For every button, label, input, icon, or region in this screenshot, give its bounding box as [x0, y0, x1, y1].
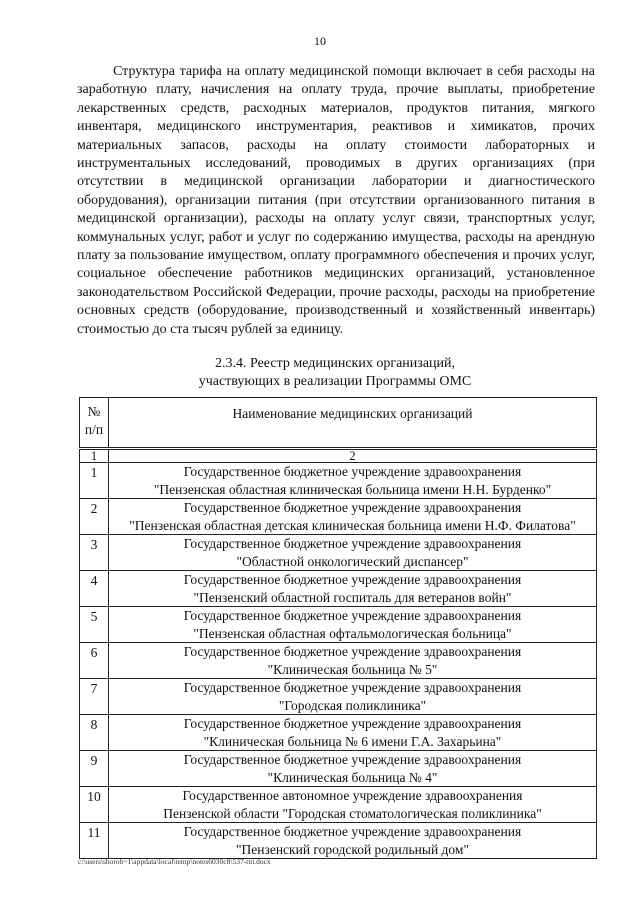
organization-name-line-1: Государственное автономное учреждение здравоохранения [182, 788, 523, 803]
table-row [80, 751, 597, 787]
table-row [80, 643, 597, 679]
table-row [80, 535, 597, 571]
organization-name [109, 787, 597, 823]
table-row [80, 787, 597, 823]
row-number: 5 [80, 607, 109, 643]
column-number-1: 1 [80, 449, 109, 463]
table-header-row [80, 398, 597, 449]
organization-name [109, 643, 597, 679]
registry-table [79, 397, 597, 859]
column-number-2: 2 [109, 449, 597, 463]
row-number: 3 [80, 535, 109, 571]
header-organization-name: Наименование медицинских организаций [109, 398, 597, 449]
organization-name-line-2: "Клиническая больница № 6 имени Г.А. Захарьина" [203, 733, 502, 749]
organization-name-line-2: "Клиническая больница № 4" [267, 769, 438, 785]
organization-name [109, 823, 597, 859]
organization-name-line-1: Государственное бюджетное учреждение здравоохранения [183, 716, 522, 731]
table-row [80, 463, 597, 499]
organization-name-line-2: "Областной онкологический диспансер" [236, 553, 469, 569]
organization-name [109, 715, 597, 751]
organization-name-line-2: "Пензенский областной госпиталь для ветеранов войн" [193, 589, 512, 605]
organization-name-line-1: Государственное бюджетное учреждение здравоохранения [183, 500, 522, 515]
organization-name-line-1: Государственное бюджетное учреждение здравоохранения [183, 752, 522, 767]
organization-name-line-2: "Пензенская областная офтальмологическая больница" [193, 625, 512, 641]
row-number: 2 [80, 499, 109, 535]
row-number: 1 [80, 463, 109, 499]
row-number: 6 [80, 643, 109, 679]
table-row [80, 823, 597, 859]
organization-name [109, 571, 597, 607]
organization-name-line-2: "Пензенская областная детская клиническая больница имени Н.Ф. Филатова" [129, 517, 576, 533]
row-number: 9 [80, 751, 109, 787]
organization-name-line-1: Государственное бюджетное учреждение здравоохранения [183, 608, 522, 623]
table-row [80, 571, 597, 607]
organization-name-line-1: Государственное бюджетное учреждение здравоохранения [183, 464, 522, 479]
organization-name-line-2: "Городская поликлиника" [278, 697, 427, 713]
tariff-structure-paragraph: Структура тарифа на оплату медицинской помощи включает в себя расходы на заработную плату, начисления на оплату труда, прочие выплаты, приобретение лекарственных средств, расходных материалов, продуктов питания, мягкого инвентаря, медицинского инструментария, реактивов и химикатов, прочих материальных запасов, расходы на оплату стоимости лабораторных и инструментальных исследований, проводимых в других организациях (при отсутствии в медицинской организации лаборатории и диагностического оборудования), организации питания (при отсутствии организованного питания в медицинской организации), расходы на оплату услуг связи, транспортных услуг, коммунальных услуг, работ и услуг по содержанию имущества, расходы на арендную плату за пользование имуществом, оплату программного обеспечения и прочих услуг, социальное обеспечение работников медицинских организаций, установленное законодательством Российской Федерации, прочие расходы, расходы на приобретение основных средств (оборудование, производственный и хозяйственный инвентарь) стоимостью до ста тысяч рублей за единицу. [77, 64, 595, 337]
table-row [80, 499, 597, 535]
row-number: 10 [80, 787, 109, 823]
organization-name-line-2: Пензенской области "Городская стоматологическая поликлиника" [163, 805, 542, 821]
row-number: 11 [80, 823, 109, 859]
organization-name-line-1: Государственное бюджетное учреждение здравоохранения [183, 824, 522, 839]
table-row [80, 607, 597, 643]
organization-name-line-1: Государственное бюджетное учреждение здравоохранения [183, 680, 522, 695]
page-number: 10 [314, 34, 326, 48]
row-number: 8 [80, 715, 109, 751]
footer-file-path: c:\users\shorob~1\appdata\local\temp\notes6030c8\537-пп.docx [78, 857, 271, 866]
table-row [80, 715, 597, 751]
section-title-line-2: участвующих в реализации Программы ОМС [198, 374, 472, 389]
organization-name [109, 535, 597, 571]
organization-name [109, 751, 597, 787]
table-row [80, 679, 597, 715]
organization-name [109, 679, 597, 715]
organization-name [109, 499, 597, 535]
organization-name-line-1: Государственное бюджетное учреждение здравоохранения [183, 572, 522, 587]
row-number: 7 [80, 679, 109, 715]
organization-name-line-2: "Клиническая больница № 5" [267, 661, 438, 677]
section-title [0, 355, 640, 391]
column-number-row [80, 449, 597, 463]
organization-name-line-2: "Пензенская областная клиническая больница имени Н.Н. Бурденко" [153, 481, 552, 497]
organization-name-line-1: Государственное бюджетное учреждение здравоохранения [183, 644, 522, 659]
organization-name [109, 607, 597, 643]
header-number: № п/п [80, 398, 109, 449]
organization-name-line-2: "Пензенский городской родильный дом" [236, 841, 469, 857]
organization-name-line-1: Государственное бюджетное учреждение здравоохранения [183, 536, 522, 551]
row-number: 4 [80, 571, 109, 607]
section-title-line-1: 2.3.4. Реестр медицинских организаций, [214, 356, 456, 371]
registry-table-body [80, 463, 597, 859]
organization-name [109, 463, 597, 499]
